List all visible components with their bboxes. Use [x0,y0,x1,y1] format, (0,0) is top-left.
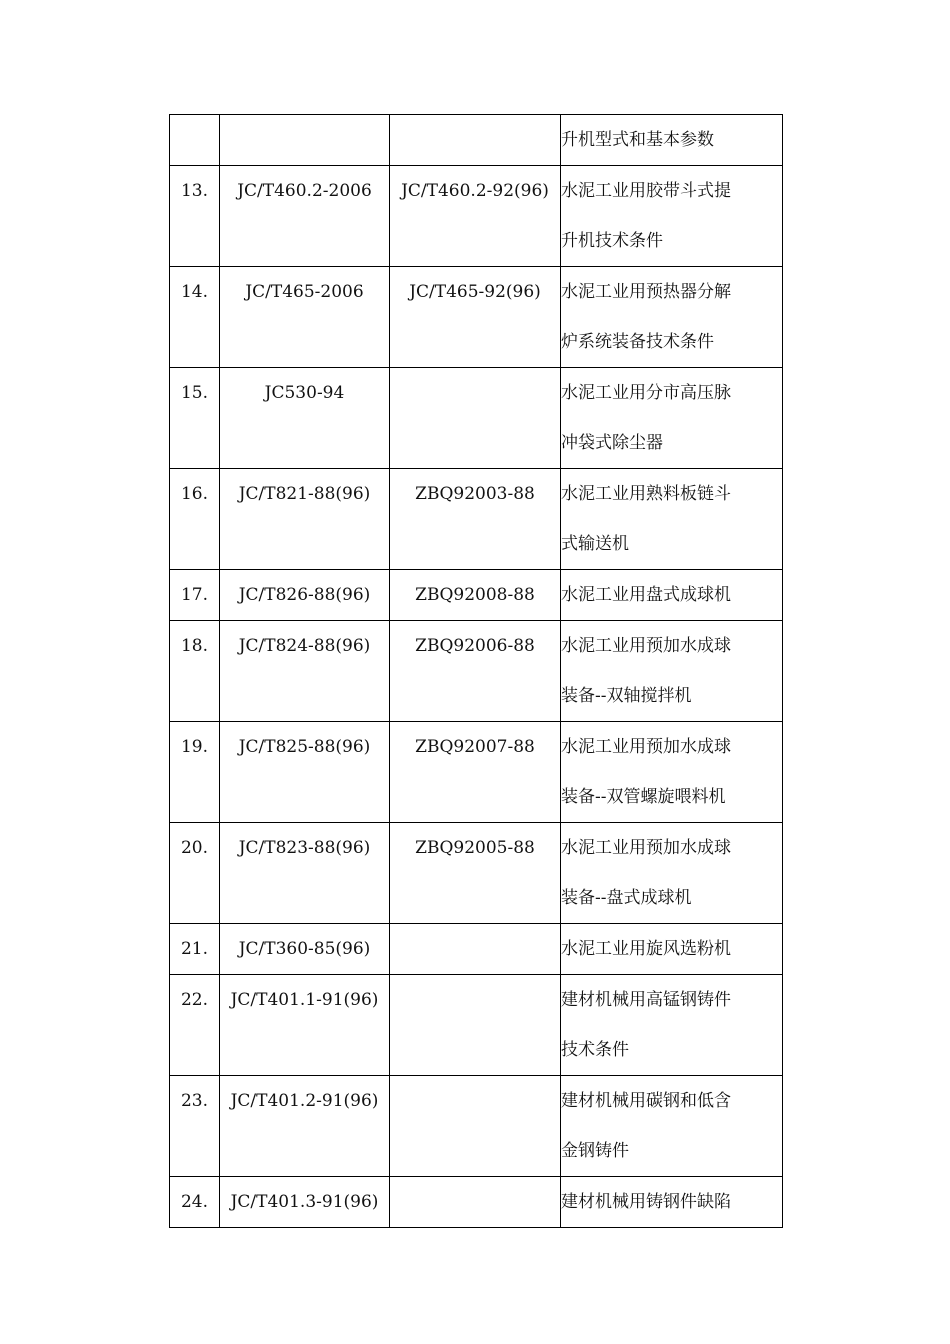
standard-name-line: 式输送机 [561,534,629,554]
replaced-standard-cell: JC/T460.2-92(96) [390,166,561,267]
standard-name-line: 炉系统装备技术条件 [561,332,714,352]
replaced-standard-cell [390,1076,561,1177]
table-row [170,1076,783,1177]
standard-name-cell [561,368,783,469]
row-number-cell: 23. [170,1076,220,1177]
standards-table [169,114,783,1228]
replaced-standard-cell [390,115,561,166]
table-row [170,115,783,166]
replaced-standard-cell: JC/T465-92(96) [390,267,561,368]
replaced-standard-cell [390,924,561,975]
standard-number-cell: JC/T824-88(96) [220,621,390,722]
replaced-standard-cell: ZBQ92007-88 [390,722,561,823]
standard-name-line: 水泥工业用预加水成球 [561,636,731,656]
row-number-cell: 15. [170,368,220,469]
standard-number-cell: JC/T823-88(96) [220,823,390,924]
standard-name-cell [561,975,783,1076]
standard-name-line: 装备--双管螺旋喂料机 [561,787,726,807]
standard-name-line: 水泥工业用预热器分解 [561,282,731,302]
table-row [170,469,783,570]
table-row [170,621,783,722]
standard-number-cell: JC/T360-85(96) [220,924,390,975]
standard-name-line: 升机型式和基本参数 [561,130,714,150]
standard-name-cell [561,823,783,924]
row-number-cell: 21. [170,924,220,975]
table-body [170,115,783,1228]
standard-number-cell: JC/T821-88(96) [220,469,390,570]
row-number-cell: 24. [170,1177,220,1228]
standard-name-cell [561,1177,783,1228]
standard-name-line: 水泥工业用胶带斗式提 [561,181,731,201]
replaced-standard-cell: ZBQ92003-88 [390,469,561,570]
standard-name-cell [561,115,783,166]
standard-name-cell [561,166,783,267]
standard-name-line: 装备--双轴搅拌机 [561,686,692,706]
standard-number-cell: JC/T401.2-91(96) [220,1076,390,1177]
table-row [170,166,783,267]
standard-name-cell [561,267,783,368]
replaced-standard-cell [390,1177,561,1228]
standard-number-cell [220,115,390,166]
standard-name-line: 水泥工业用预加水成球 [561,737,731,757]
standard-name-line: 建材机械用铸钢件缺陷 [561,1192,731,1212]
standard-number-cell: JC/T825-88(96) [220,722,390,823]
standard-number-cell: JC/T460.2-2006 [220,166,390,267]
standard-name-line: 金钢铸件 [561,1141,629,1161]
standard-name-line: 水泥工业用分市高压脉 [561,383,731,403]
table-row [170,924,783,975]
standard-number-cell: JC/T401.3-91(96) [220,1177,390,1228]
standard-name-cell [561,1076,783,1177]
replaced-standard-cell [390,975,561,1076]
replaced-standard-cell: ZBQ92005-88 [390,823,561,924]
replaced-standard-cell [390,368,561,469]
standard-number-cell: JC/T465-2006 [220,267,390,368]
standard-name-line: 水泥工业用旋风选粉机 [561,939,731,959]
standard-number-cell: JC/T826-88(96) [220,570,390,621]
standard-name-cell [561,621,783,722]
standard-name-line: 水泥工业用盘式成球机 [561,585,731,605]
table-row [170,1177,783,1228]
table-row [170,570,783,621]
table-row [170,975,783,1076]
table-row [170,267,783,368]
row-number-cell: 19. [170,722,220,823]
replaced-standard-cell: ZBQ92006-88 [390,621,561,722]
standard-name-line: 建材机械用高锰钢铸件 [561,990,731,1010]
row-number-cell: 14. [170,267,220,368]
row-number-cell: 18. [170,621,220,722]
table-row [170,823,783,924]
table-row [170,722,783,823]
standard-name-line: 技术条件 [561,1040,629,1060]
standard-name-line: 升机技术条件 [561,231,663,251]
row-number-cell: 22. [170,975,220,1076]
standard-name-cell [561,924,783,975]
standard-name-line: 建材机械用碳钢和低含 [561,1091,731,1111]
standard-name-cell [561,469,783,570]
replaced-standard-cell: ZBQ92008-88 [390,570,561,621]
row-number-cell: 16. [170,469,220,570]
row-number-cell: 13. [170,166,220,267]
row-number-cell: 17. [170,570,220,621]
standard-name-line: 水泥工业用预加水成球 [561,838,731,858]
standard-name-line: 装备--盘式成球机 [561,888,692,908]
standard-name-cell [561,570,783,621]
row-number-cell: 20. [170,823,220,924]
row-number-cell [170,115,220,166]
standard-name-line: 冲袋式除尘器 [561,433,663,453]
standard-name-line: 水泥工业用熟料板链斗 [561,484,731,504]
table-row [170,368,783,469]
standard-number-cell: JC/T401.1-91(96) [220,975,390,1076]
standard-number-cell: JC530-94 [220,368,390,469]
standard-name-cell [561,722,783,823]
